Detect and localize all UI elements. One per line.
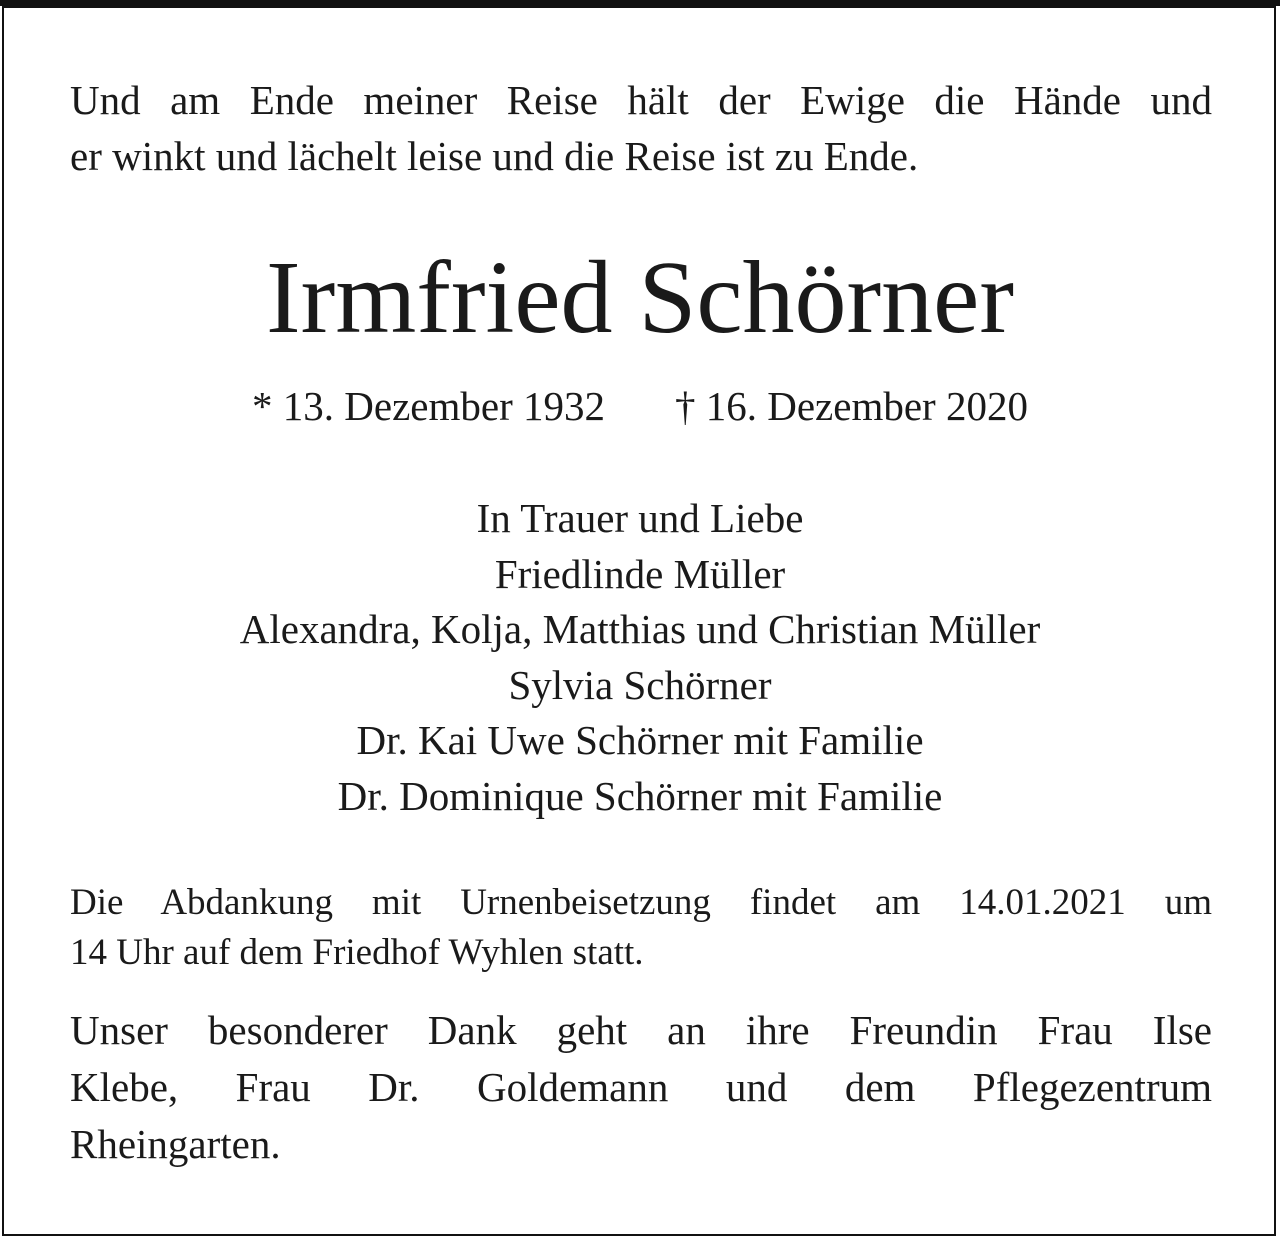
life-dates: [0, 378, 1280, 434]
mourners-list: [0, 491, 1280, 824]
thanks-line-1: Unser besonderer Dank geht an ihre Freundin Frau Ilse: [70, 1007, 1212, 1053]
verse-line-2: er winkt und lächelt leise und die Reise ist zu Ende.: [70, 133, 919, 179]
thanks-notice: [70, 1002, 1212, 1173]
thanks-line-3: Rheingarten.: [70, 1121, 281, 1167]
ceremony-line-1: Die Abdankung mit Urnenbeisetzung findet am 14.01.2021 um: [70, 882, 1212, 923]
mourner-name: Dr. Dominique Schörner mit Familie: [337, 772, 943, 819]
death-date: † 16. Dezember 2020: [675, 383, 1028, 429]
mourner-name: Friedlinde Müller: [494, 550, 786, 597]
ceremony-notice: [70, 878, 1212, 978]
verse-line-1: Und am Ende meiner Reise hält der Ewige die Hände und: [70, 77, 1212, 123]
mourners-intro: In Trauer und Liebe: [476, 495, 804, 541]
deceased-name: Irmfried Schörner: [266, 240, 1014, 355]
memorial-verse: [70, 72, 1212, 184]
mourner-name: Dr. Kai Uwe Schörner mit Familie: [356, 717, 924, 763]
ceremony-line-2: 14 Uhr auf dem Friedhof Wyhlen statt.: [70, 932, 644, 973]
mourner-name: Sylvia Schörner: [508, 661, 772, 708]
birth-date: * 13. Dezember 1932: [252, 383, 605, 429]
mourner-name: Alexandra, Kolja, Matthias und Christian Müller: [239, 606, 1041, 652]
thanks-line-2: Klebe, Frau Dr. Goldemann und dem Pflegezentrum: [70, 1064, 1212, 1110]
